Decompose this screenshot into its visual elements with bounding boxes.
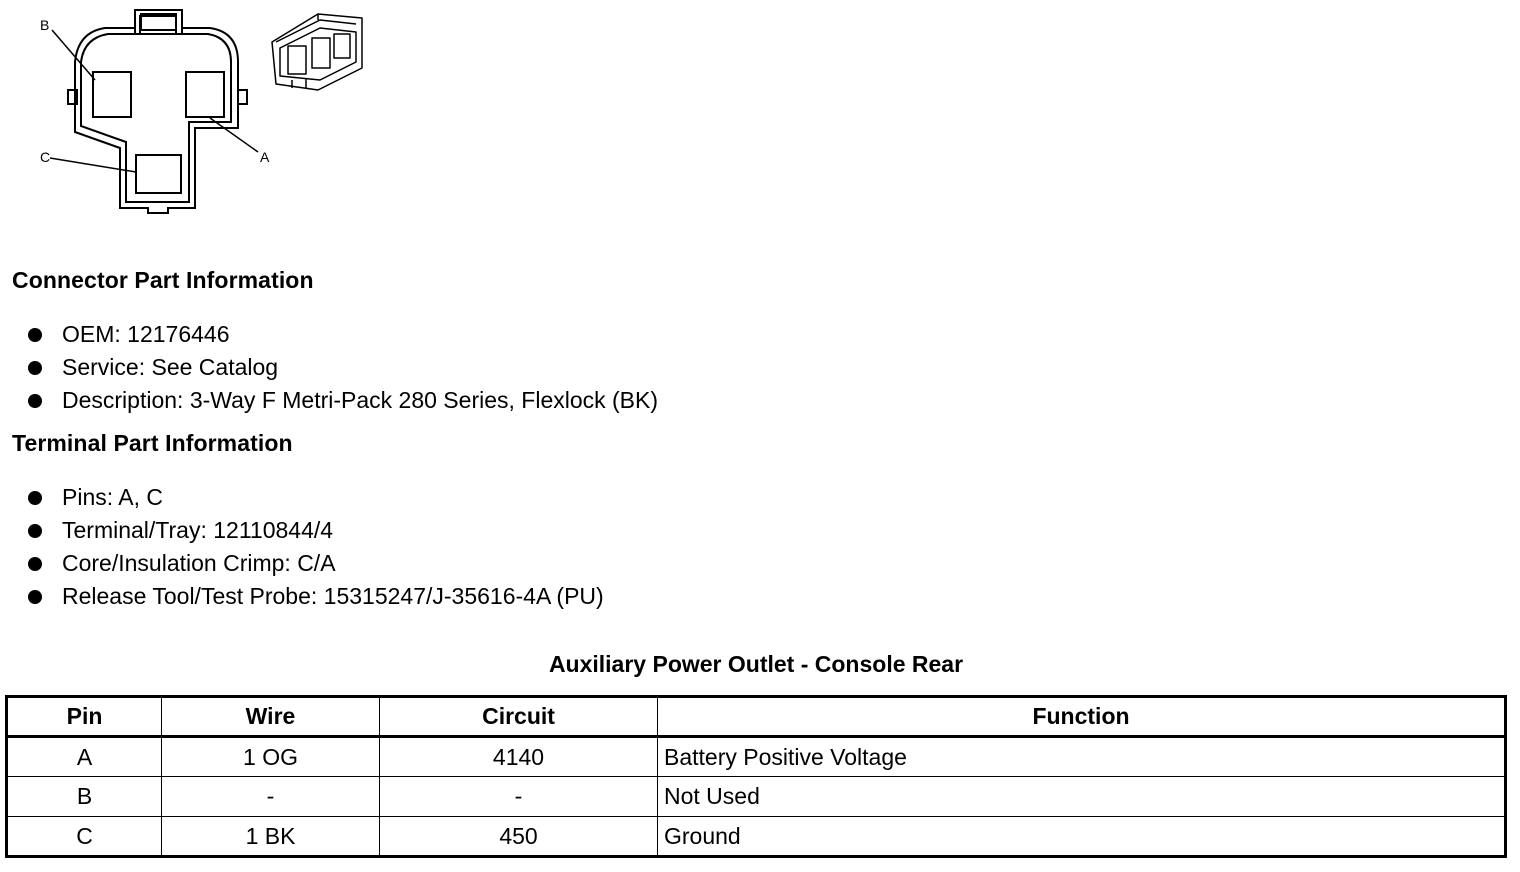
- table-row: [7, 777, 1506, 817]
- pin-label-c: C: [40, 149, 51, 165]
- cell-function: Ground: [658, 817, 1506, 857]
- list-item: OEM: 12176446: [28, 318, 658, 351]
- cell-pin: B: [7, 777, 162, 817]
- bullet-icon: [28, 394, 42, 408]
- table-row: [7, 817, 1506, 857]
- bullet-icon: [28, 590, 42, 604]
- bullet-icon: [28, 524, 42, 538]
- connector-part-info-heading: Connector Part Information: [12, 267, 314, 293]
- cavity-c: [136, 155, 181, 193]
- column-header-wire: Wire: [162, 697, 380, 737]
- column-header-circuit: Circuit: [380, 697, 658, 737]
- connector-part-info-list: [28, 318, 658, 417]
- terminal-part-info-list: [28, 481, 604, 613]
- list-item: Description: 3-Way F Metri-Pack 280 Series, Flexlock (BK): [28, 384, 658, 417]
- pin-label-b: B: [40, 17, 50, 33]
- cell-wire: 1 BK: [162, 817, 380, 857]
- terminal-part-info-heading: Terminal Part Information: [12, 430, 293, 456]
- list-item: Release Tool/Test Probe: 15315247/J-35616-4A (PU): [28, 580, 604, 613]
- column-header-function: Function: [658, 697, 1506, 737]
- bullet-icon: [28, 491, 42, 505]
- pin-label-a: A: [260, 149, 270, 165]
- bullet-icon: [28, 328, 42, 342]
- cell-function: Battery Positive Voltage: [658, 737, 1506, 777]
- table-title: Auxiliary Power Outlet - Console Rear: [548, 651, 964, 677]
- cell-wire: 1 OG: [162, 737, 380, 777]
- list-item: Service: See Catalog: [28, 351, 658, 384]
- connector-isometric-icon: [0, 0, 380, 100]
- cell-function: Not Used: [658, 777, 1506, 817]
- cell-pin: A: [7, 737, 162, 777]
- column-header-pin: Pin: [7, 697, 162, 737]
- list-item: Core/Insulation Crimp: C/A: [28, 547, 604, 580]
- bullet-icon: [28, 557, 42, 571]
- table-header-row: [7, 697, 1506, 737]
- list-item: Pins: A, C: [28, 481, 604, 514]
- cell-circuit: 450: [380, 817, 658, 857]
- cell-pin: C: [7, 817, 162, 857]
- cell-circuit: -: [380, 777, 658, 817]
- table-row: [7, 737, 1506, 777]
- cell-circuit: 4140: [380, 737, 658, 777]
- pinout-table: [5, 695, 1507, 858]
- bullet-icon: [28, 361, 42, 375]
- list-item: Terminal/Tray: 12110844/4: [28, 514, 604, 547]
- cell-wire: -: [162, 777, 380, 817]
